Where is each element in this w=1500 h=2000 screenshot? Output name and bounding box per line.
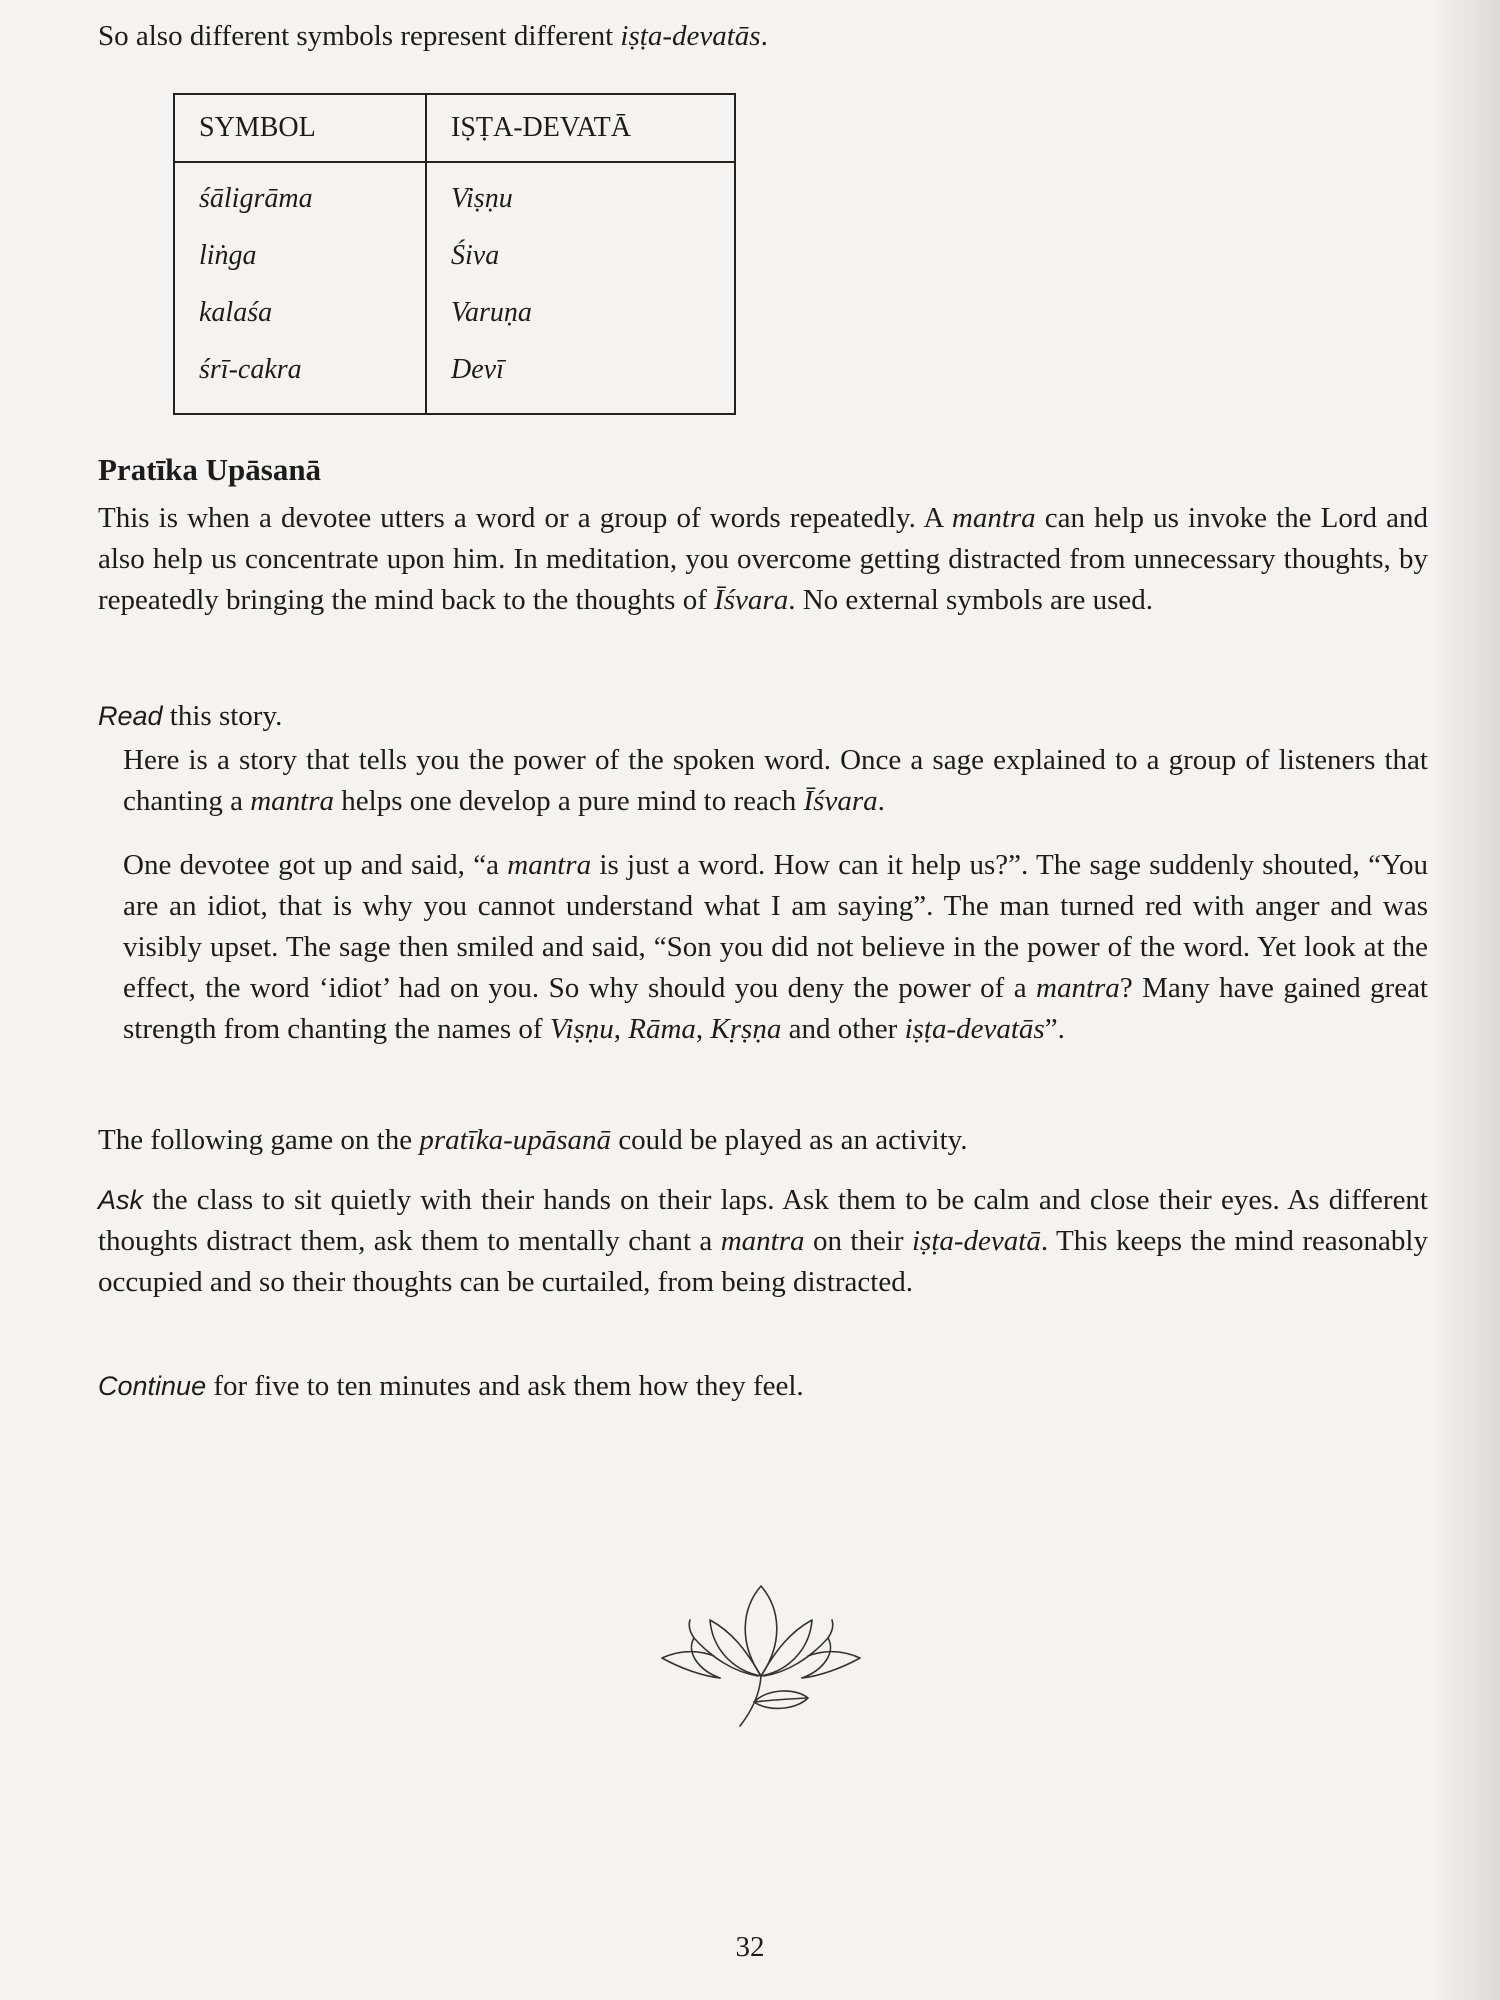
table-cell-symbol: śāligrāma (199, 183, 313, 214)
table-cell-deity: Devī (451, 354, 504, 385)
table-header-deity: IṢṬA-DEVATĀ (451, 112, 631, 143)
table-cell-symbol: liṅga (199, 240, 257, 271)
page-edge-shadow (1430, 0, 1500, 2000)
lotus-icon (650, 1580, 872, 1732)
intro-sentence: So also different symbols represent different iṣṭa-devatās. (98, 20, 768, 52)
game-intro: The following game on the pratīka-upāsanā could be played as an activity. (98, 1124, 968, 1156)
story-paragraph-2: One devotee got up and said, “a mantra is just a word. How can it help us?”. The sage suddenly shouted, “You are an idiot, that is why you cannot understand what I am saying”. The man turned red with anger and was visibly upset. The sage then smiled and said, “Son you did not believe in the power of the word. Yet look at the effect, the word ‘idiot’ had on you. So why should you deny the power of a mantra? Many have gained great strength from chanting the names of Viṣṇu, Rāma, Kṛṣṇa and other iṣṭa-devatās”. (123, 849, 1428, 1045)
read-instruction: Read this story. (98, 700, 283, 732)
continue-instruction: Continue for five to ten minutes and ask them how they feel. (98, 1370, 804, 1402)
story-paragraph-1: Here is a story that tells you the power of the spoken word. Once a sage explained to a group of listeners that chanting a mantra helps one develop a pure mind to reach Īśvara. (123, 744, 1428, 817)
table-cell-deity: Śiva (451, 240, 500, 271)
table-cell-symbol: kalaśa (199, 297, 273, 328)
table-header-symbol: SYMBOL (199, 112, 316, 143)
page-number: 32 (735, 1931, 765, 1963)
table-cell-symbol: śrī-cakra (199, 354, 302, 385)
table-column-divider (425, 95, 427, 413)
table-header-divider (175, 161, 734, 163)
section-heading: Pratīka Upāsanā (98, 452, 322, 487)
pratika-paragraph: This is when a devotee utters a word or a group of words repeatedly. A mantra can help us invoke the Lord and also help us concentrate upon him. In meditation, you overcome getting distracted from unnecessary thoughts, by repeatedly bringing the mind back to the thoughts of Īśvara. No external symbols are used. (98, 502, 1428, 616)
table-cell-deity: Varuṇa (451, 297, 532, 328)
ask-instruction: Ask the class to sit quietly with their hands on their laps. Ask them to be calm and close their eyes. As different thoughts distract them, ask them to mentally chant a mantra on their iṣṭa-devatā. This keeps the mind reasonably occupied and so their thoughts can be curtailed, from being distracted. (98, 1184, 1428, 1298)
symbol-deity-table (173, 93, 736, 415)
table-cell-deity: Viṣṇu (451, 183, 513, 214)
